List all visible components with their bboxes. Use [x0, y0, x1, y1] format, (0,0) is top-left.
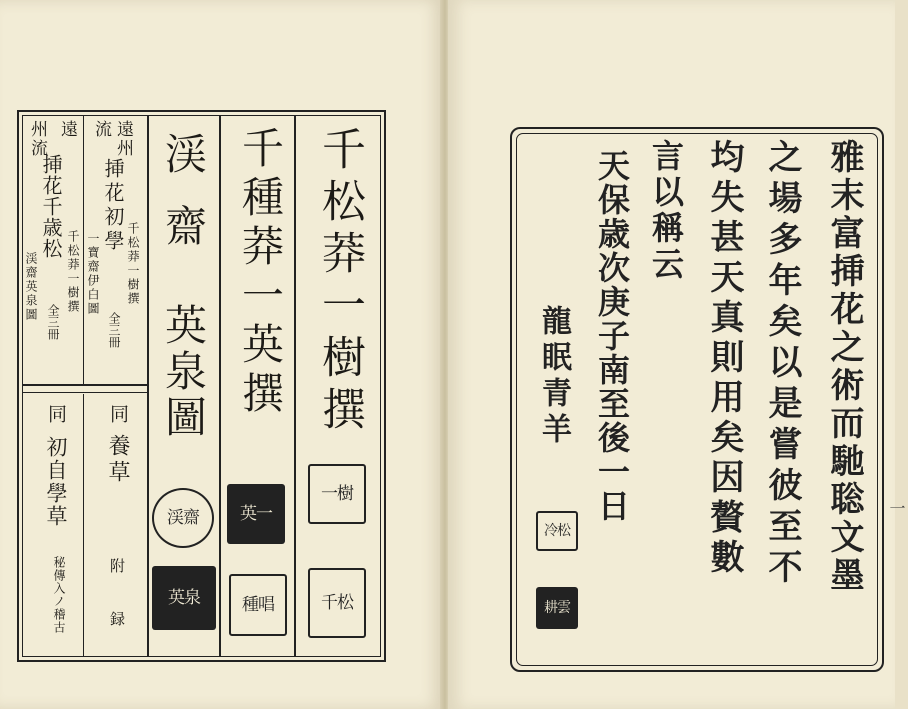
sidebar-1-note2: 一寶齋伊白圖 [86, 232, 100, 316]
seal-round: 渓齋 [152, 488, 214, 548]
title-column-1: 千松莽一樹撰 [314, 126, 365, 438]
sidebar-1-place: 遠州 [113, 120, 133, 158]
preface-column-1: 雅末富挿花之術而馳聡文墨 [824, 139, 864, 595]
preface-column-3: 均失甚天真則用矣因贅數 [704, 139, 744, 579]
column-divider [294, 116, 296, 656]
signature-seal: 耕雲 [536, 587, 578, 629]
sidebar-1-volumes: 全三冊 [107, 312, 121, 348]
title-column-3-top: 渓 [159, 132, 208, 174]
page-number: 一 [887, 500, 906, 516]
sidebar-2-volumes: 全三冊 [46, 304, 60, 340]
preface-column-4: 言以稱云 [647, 139, 685, 283]
bottom-2-title: 養草 [105, 434, 130, 486]
sidebar-divider [23, 384, 147, 386]
preface-column-5: 天保歳次庚子南至後一日 [593, 149, 631, 523]
bottom-2-top: 同 [107, 404, 129, 423]
title-column-3-bottom: 齋 英泉圖 [159, 204, 208, 441]
sidebar-2-note2: 渓齋英泉圖 [24, 252, 38, 322]
title-frame [17, 110, 386, 662]
seal-square: 種唱 [229, 574, 287, 636]
signature-seal: 冷松 [536, 511, 578, 551]
column-divider [219, 116, 221, 656]
sidebar-2-place2: 州流 [27, 120, 47, 158]
bottom-1-note: 秘傳入ノ稽古 [52, 556, 66, 634]
sidebar-divider [23, 392, 147, 393]
sidebar-2-author: 千松莽一樹撰 [66, 230, 80, 314]
sidebar-2-title: 挿花千歳松 [39, 154, 63, 259]
seal-square: 英泉 [152, 566, 216, 630]
seal-square: 千松 [308, 568, 366, 638]
title-column-2: 千種莽一英撰 [236, 126, 285, 420]
bottom-1-title: 初自學草 [44, 436, 68, 528]
signature: 龍眠青羊 [536, 305, 571, 449]
sidebar-2-place: 遠 [57, 120, 77, 139]
left-page [0, 0, 444, 709]
bottom-1-top: 同 [45, 404, 67, 423]
right-page [448, 0, 895, 709]
bottom-2-note: 附 録 [108, 558, 126, 636]
sidebar-1-author: 千松莽一樹撰 [126, 222, 140, 306]
sidebar-1-place2: 流 [91, 120, 111, 139]
preface-column-2: 之場多年矣以是嘗彼至不 [762, 139, 802, 590]
preface-frame [510, 127, 884, 672]
column-divider [147, 116, 149, 656]
seal-square: 英一 [227, 484, 285, 544]
sidebar-1-title: 挿花初學 [101, 158, 125, 254]
seal-square: 一樹 [308, 464, 366, 524]
sidebar-inner-divider [83, 394, 84, 656]
sidebar-inner-divider [83, 116, 84, 384]
